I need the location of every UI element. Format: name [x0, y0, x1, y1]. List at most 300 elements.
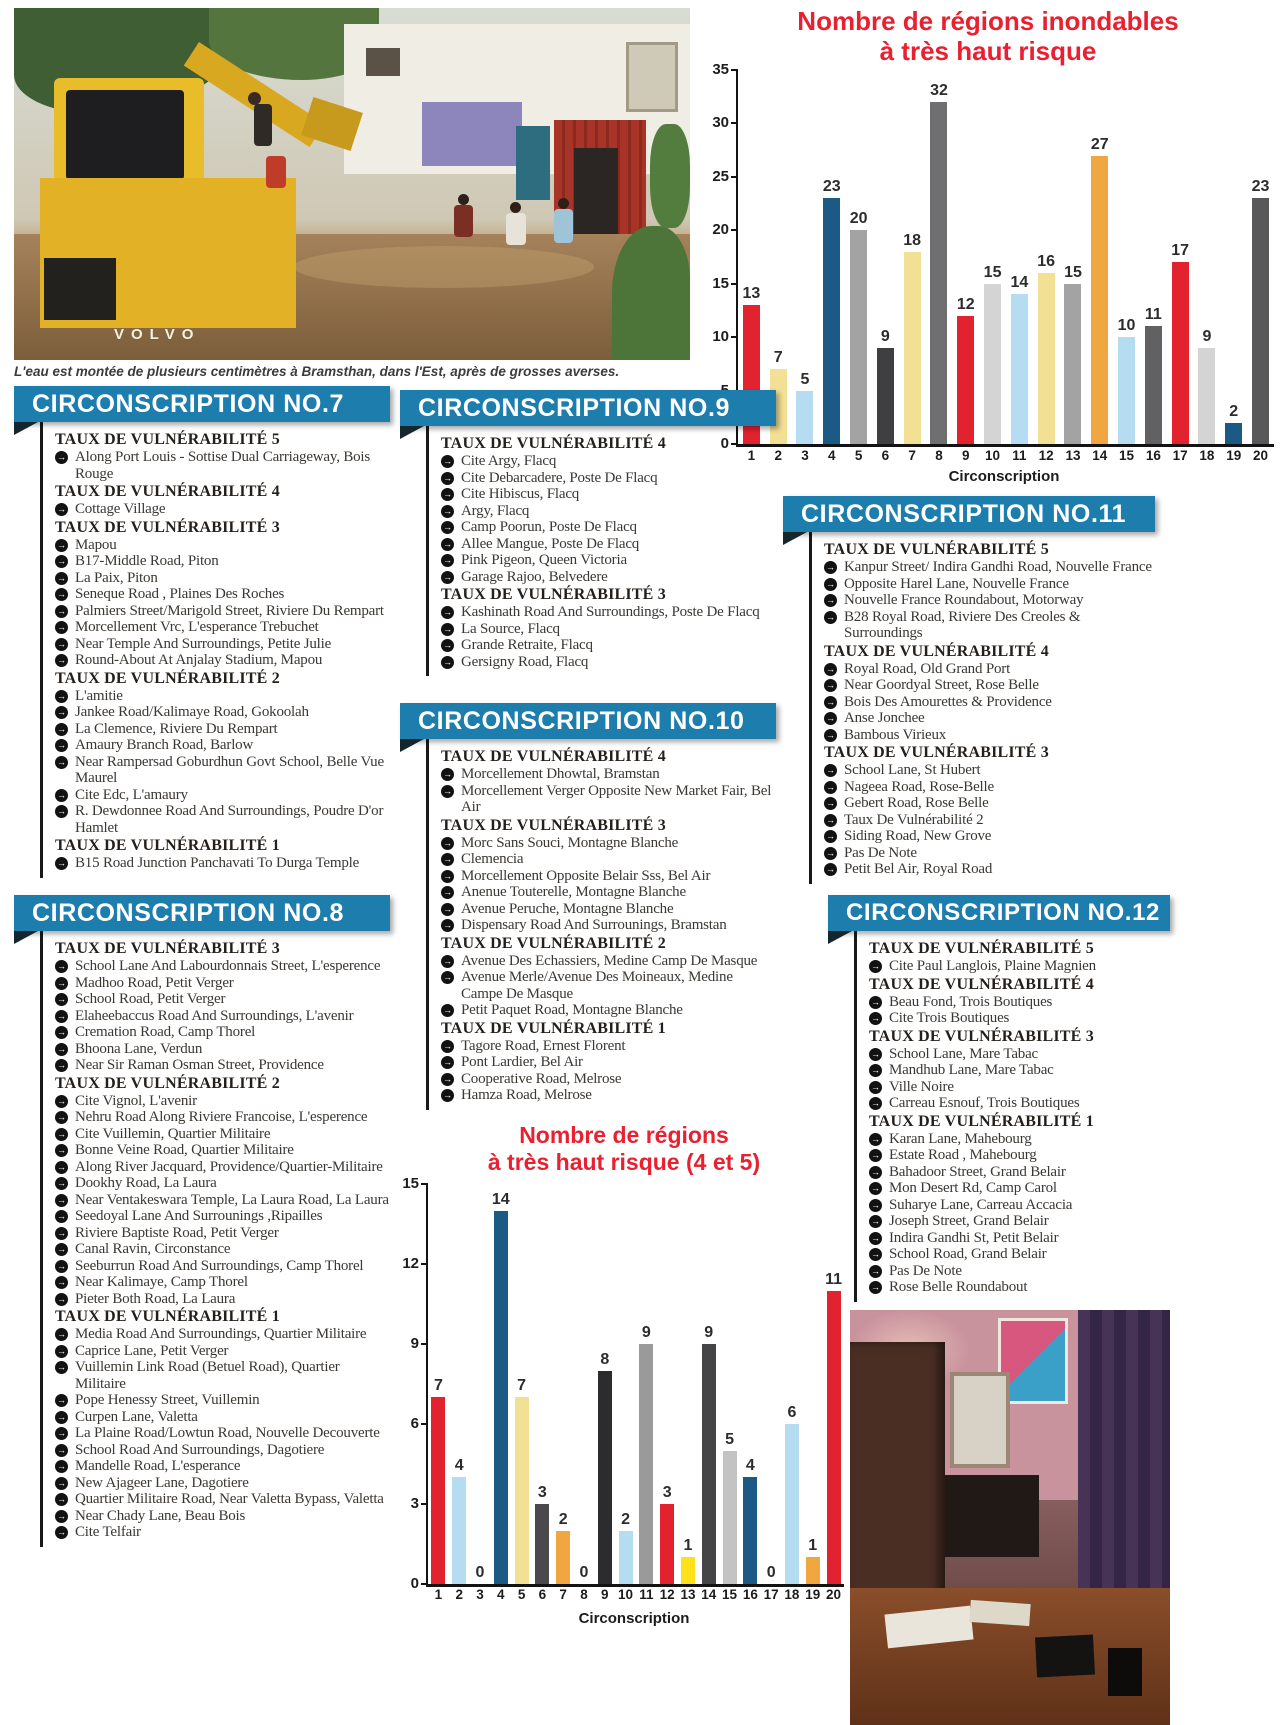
- region-name: Ville Noire: [889, 1078, 954, 1095]
- x-tick-label: 17: [763, 1587, 779, 1602]
- region-name: School Lane, Mare Tabac: [889, 1045, 1039, 1062]
- green-plant: [650, 124, 690, 228]
- region-list-item: [869, 1131, 1170, 1148]
- region-list-item: [55, 1508, 390, 1525]
- arrow-bullet-icon: →: [826, 729, 835, 740]
- region-name: Royal Road, Old Grand Port: [844, 660, 1011, 677]
- region-name: New Ajageer Lane, Dagotiere: [75, 1474, 249, 1491]
- region-list-item: [869, 1046, 1170, 1063]
- region-name: Argy, Flacq: [461, 502, 530, 519]
- bar-circonscription-11: [639, 1344, 653, 1584]
- y-tick-label: 15: [402, 1175, 419, 1192]
- x-tick-label: 10: [618, 1587, 634, 1602]
- x-tick-label: 7: [908, 448, 916, 463]
- region-list-item: [55, 1326, 390, 1343]
- bar-value-label: 23: [1251, 178, 1270, 196]
- region-list-item: [869, 994, 1170, 1011]
- region-list-item: [55, 737, 390, 754]
- region-name: Gebert Road, Rose Belle: [844, 795, 989, 811]
- bar-value-label: 10: [1117, 317, 1136, 335]
- bar-value-label: 8: [600, 1350, 610, 1368]
- region-list-item: [824, 694, 1155, 711]
- region-list-item: [869, 1230, 1170, 1247]
- region-list-item: [55, 553, 390, 570]
- region-list-item: [441, 851, 776, 868]
- arrow-bullet-icon: →: [57, 572, 66, 583]
- section-circonscription-no9: [400, 390, 776, 676]
- x-tick-label: 20: [826, 1587, 842, 1602]
- region-name: School Road, Petit Verger: [75, 991, 226, 1007]
- region-name: B28 Royal Road, Riviere Des Creoles & Surroundings: [844, 608, 1081, 641]
- x-tick-label: 18: [784, 1587, 800, 1602]
- bar-circonscription-13: [681, 1557, 695, 1584]
- x-tick-label: 11: [1012, 448, 1027, 463]
- section-circonscription-no12: [828, 895, 1170, 1302]
- bar-slot: [802, 1537, 823, 1584]
- section-header: [400, 703, 776, 739]
- arrow-bullet-icon: →: [57, 1244, 66, 1254]
- region-list-item: [869, 1147, 1170, 1164]
- region-list-item: [55, 1392, 390, 1409]
- water-highlight: [294, 246, 594, 288]
- arrow-bullet-icon: →: [57, 556, 66, 566]
- arrow-bullet-icon: →: [443, 656, 452, 667]
- region-name: Anse Jonchee: [844, 710, 925, 726]
- region-name: Camp Poorun, Poste De Flacq: [461, 519, 637, 535]
- arrow-bullet-icon: →: [57, 1277, 66, 1287]
- region-name: Cite Paul Langlois, Plaine Magnien: [889, 958, 1096, 974]
- bar-slot: [698, 1324, 719, 1584]
- arrow-bullet-icon: →: [57, 589, 66, 599]
- region-list-item: [869, 1180, 1170, 1197]
- bar-slot: [926, 82, 953, 444]
- region-name: Cite Hibiscus, Flacq: [461, 486, 580, 502]
- bar-value-label: 5: [725, 1430, 734, 1448]
- arrow-bullet-icon: →: [57, 1345, 66, 1356]
- x-tick-label: 9: [601, 1587, 609, 1602]
- region-list-item: [824, 727, 1155, 744]
- bar-value-label: 32: [930, 82, 948, 100]
- blue-door: [516, 126, 550, 200]
- region-list-item: [55, 1458, 390, 1475]
- region-list-item: [55, 787, 390, 804]
- arrow-bullet-icon: →: [826, 814, 835, 825]
- y-tick-mark: [421, 1183, 428, 1185]
- region-list-item: [869, 958, 1170, 975]
- person-head: [510, 202, 521, 213]
- bar-value-label: 9: [641, 1324, 651, 1341]
- region-name: Cremation Road, Camp Thorel: [75, 1024, 256, 1040]
- header-fold: [14, 931, 38, 944]
- region-name: Near Ventakeswara Temple, La Laura Road, La Laura: [75, 1191, 389, 1208]
- x-tick-label: 13: [1065, 448, 1081, 463]
- section-body: [40, 931, 390, 1547]
- arrow-bullet-icon: →: [826, 595, 835, 605]
- bar-value-label: 0: [475, 1564, 485, 1581]
- region-list-item: [441, 1002, 776, 1019]
- y-tick-label: 35: [712, 61, 729, 78]
- region-name: Petit Paquet Road, Montagne Blanche: [461, 1002, 683, 1018]
- arrow-bullet-icon: →: [57, 1178, 66, 1188]
- region-name: Palmiers Street/Marigold Street, Riviere Du Rempart: [75, 602, 384, 619]
- region-list-item: [824, 677, 1155, 694]
- region-name: Seedoyal Lane And Surrounings ,Ripailles: [75, 1208, 323, 1224]
- bar-circonscription-18: [785, 1424, 799, 1584]
- building-window: [366, 48, 400, 76]
- region-name: Pope Henessy Street, Vuillemin: [75, 1392, 260, 1408]
- wooden-wardrobe: [850, 1342, 945, 1622]
- section-body: [426, 739, 776, 1110]
- person-white-shirt: [506, 213, 526, 245]
- region-name: B17-Middle Road, Piton: [75, 553, 219, 569]
- arrow-bullet-icon: →: [57, 756, 66, 767]
- x-tick-label: 12: [1038, 448, 1054, 463]
- region-list-item: [55, 652, 390, 669]
- building-window: [626, 42, 678, 112]
- arrow-bullet-icon: →: [57, 1211, 66, 1221]
- x-tick-label: 16: [1145, 448, 1161, 463]
- bar-circonscription-18: [1198, 348, 1215, 444]
- bar-circonscription-7: [556, 1531, 570, 1584]
- region-list-item: [55, 704, 390, 721]
- bar-slot: [636, 1324, 657, 1584]
- y-tick-mark: [731, 229, 738, 231]
- bar-value-label: 23: [822, 178, 841, 196]
- bar-circonscription-10: [619, 1531, 633, 1584]
- arrow-bullet-icon: →: [443, 1057, 452, 1067]
- x-tick-label: 17: [1172, 448, 1188, 463]
- region-name: Clemencia: [461, 851, 524, 867]
- region-name: La Clemence, Riviere Du Rempart: [75, 720, 278, 737]
- region-list-item: [55, 537, 390, 554]
- region-list-item: [869, 1263, 1170, 1280]
- region-list-item: [869, 1213, 1170, 1230]
- arrow-bullet-icon: →: [826, 562, 835, 572]
- bar-slot: [818, 178, 845, 444]
- region-name: Allee Mangue, Poste De Flacq: [461, 535, 640, 552]
- y-tick-mark: [421, 1503, 428, 1505]
- region-name: Kanpur Street/ Indira Gandhi Road, Nouvelle France: [844, 559, 1152, 575]
- region-name: Curpen Lane, Valetta: [75, 1408, 198, 1425]
- arrow-bullet-icon: →: [57, 994, 66, 1004]
- region-list-item: [55, 586, 390, 603]
- arrow-bullet-icon: →: [871, 1166, 880, 1177]
- region-name: School Road And Surroundings, Dagotiere: [75, 1441, 325, 1458]
- flood-photo: [14, 8, 690, 360]
- bar-circonscription-6: [877, 348, 894, 444]
- arrow-bullet-icon: →: [57, 452, 66, 462]
- region-name: Madhoo Road, Petit Verger: [75, 974, 234, 991]
- arrow-bullet-icon: →: [57, 1510, 66, 1521]
- dark-appliance: [945, 1475, 1039, 1557]
- y-tick-label: 12: [402, 1255, 419, 1272]
- arrow-bullet-icon: →: [57, 605, 66, 616]
- region-name: Near Rampersad Goburdhun Govt School, Belle Vue Maurel: [75, 753, 384, 786]
- bar-circonscription-4: [494, 1211, 508, 1584]
- region-name: Pas De Note: [889, 1262, 962, 1279]
- bar-slot: [678, 1537, 699, 1584]
- arrow-bullet-icon: →: [443, 955, 452, 966]
- arrow-bullet-icon: →: [826, 578, 835, 589]
- y-tick-label: 0: [410, 1575, 419, 1592]
- region-list-item: [55, 1442, 390, 1459]
- section-header: [783, 496, 1155, 532]
- bar-slot: [1006, 274, 1033, 444]
- arrow-bullet-icon: →: [57, 1494, 66, 1504]
- arrow-bullet-icon: →: [443, 1090, 452, 1100]
- region-list-item: [55, 1491, 390, 1508]
- region-list-item: [824, 779, 1155, 796]
- bar-slot: [823, 1271, 844, 1584]
- bar-value-label: 5: [800, 370, 810, 388]
- region-name: Riviere Baptiste Road, Petit Verger: [75, 1224, 279, 1241]
- region-list-item: [441, 621, 776, 638]
- bar-value-label: 14: [491, 1190, 510, 1208]
- bar-value-label: 17: [1171, 242, 1190, 260]
- arrow-bullet-icon: →: [57, 1128, 66, 1139]
- arrow-bullet-icon: →: [871, 1249, 880, 1259]
- purple-building: [422, 102, 522, 166]
- bar-circonscription-1: [431, 1397, 445, 1584]
- arrow-bullet-icon: →: [57, 1260, 66, 1271]
- region-list-item: [55, 1192, 390, 1209]
- region-list-item: [441, 552, 776, 569]
- region-list-item: [441, 637, 776, 654]
- vulnerability-heading: TAUX DE VULNÉRABILITÉ 4: [441, 748, 666, 765]
- region-list-item: [55, 1109, 390, 1126]
- bar-value-label: 0: [766, 1564, 776, 1581]
- arrow-bullet-icon: →: [443, 623, 452, 634]
- arrow-bullet-icon: →: [57, 1095, 66, 1106]
- region-list-item: [824, 845, 1155, 862]
- region-list-item: [441, 569, 776, 586]
- y-tick-label: 6: [410, 1415, 419, 1432]
- bar-circonscription-9: [598, 1371, 612, 1584]
- arrow-bullet-icon: →: [871, 1150, 880, 1160]
- arrow-bullet-icon: →: [826, 864, 835, 874]
- bar-value-label: 9: [704, 1324, 714, 1341]
- vulnerability-heading: TAUX DE VULNÉRABILITÉ 3: [441, 816, 666, 834]
- bar-slot: [657, 1484, 678, 1584]
- region-name: Bhoona Lane, Verdun: [75, 1040, 203, 1057]
- vulnerability-heading: TAUX DE VULNÉRABILITÉ 4: [441, 435, 666, 452]
- bar-value-label: 18: [903, 231, 922, 249]
- bar-slot: [952, 296, 979, 444]
- vulnerability-heading: TAUX DE VULNÉRABILITÉ 2: [441, 934, 666, 952]
- region-name: Dispensary Road And Surrounings, Bramstan: [461, 917, 727, 933]
- region-name: Caprice Lane, Petit Verger: [75, 1342, 229, 1359]
- arrow-bullet-icon: →: [57, 740, 66, 750]
- bar-value-label: 14: [1010, 274, 1029, 292]
- vulnerability-heading: TAUX DE VULNÉRABILITÉ 5: [824, 541, 1049, 558]
- bar-value-label: 12: [956, 295, 975, 313]
- arrow-bullet-icon: →: [871, 1048, 880, 1059]
- vulnerability-heading: TAUX DE VULNÉRABILITÉ 2: [55, 669, 280, 687]
- region-list-item: [824, 609, 1155, 642]
- region-list-item: [55, 1041, 390, 1058]
- x-tick-label: 19: [805, 1587, 821, 1602]
- region-name: Cite Debarcadere, Poste De Flacq: [461, 469, 658, 486]
- bar-value-label: 16: [1037, 253, 1056, 271]
- bar-slot: [1247, 178, 1274, 444]
- arrow-bullet-icon: →: [443, 920, 452, 930]
- region-name: Joseph Street, Grand Belair: [889, 1213, 1049, 1229]
- region-name: Bahadoor Street, Grand Belair: [889, 1163, 1066, 1180]
- region-list-item: [55, 754, 390, 787]
- region-list-item: [441, 953, 776, 970]
- bar-circonscription-10: [984, 284, 1001, 444]
- region-list-item: [824, 795, 1155, 812]
- arrow-bullet-icon: →: [443, 571, 452, 582]
- region-list-item: [441, 884, 776, 901]
- section-body: [809, 532, 1155, 884]
- bar-slot: [740, 1457, 761, 1584]
- arrow-bullet-icon: →: [871, 1199, 880, 1210]
- region-list-item: [55, 1159, 390, 1176]
- y-tick-label: 0: [720, 435, 729, 452]
- y-tick-mark: [421, 1263, 428, 1265]
- y-tick-label: 10: [712, 328, 729, 346]
- bar-value-label: 20: [849, 210, 868, 228]
- region-name: Cite Vignol, L'avenir: [75, 1092, 197, 1109]
- region-name: Canal Ravin, Circonstance: [75, 1241, 231, 1257]
- bar-slot: [792, 371, 819, 444]
- region-list-item: [55, 603, 390, 620]
- region-list-item: [441, 503, 776, 520]
- vulnerability-heading: TAUX DE VULNÉRABILITÉ 4: [55, 483, 280, 500]
- section-title: CIRCONSCRIPTION NO.7: [32, 390, 345, 418]
- arrow-bullet-icon: →: [57, 622, 66, 632]
- region-list-item: [55, 1475, 390, 1492]
- bar-circonscription-14: [702, 1344, 716, 1584]
- region-name: Karan Lane, Mahebourg: [889, 1130, 1032, 1147]
- bar-value-label: 27: [1090, 135, 1109, 153]
- arrow-bullet-icon: →: [826, 781, 835, 792]
- region-name: Suharye Lane, Carreau Accacia: [889, 1196, 1073, 1213]
- region-name: Avenue Peruche, Montagne Blanche: [461, 900, 674, 917]
- arrow-bullet-icon: →: [443, 1040, 452, 1051]
- arrow-bullet-icon: →: [871, 1081, 880, 1092]
- bar-slot: [1086, 136, 1113, 445]
- arrow-bullet-icon: →: [826, 713, 835, 723]
- arrow-bullet-icon: →: [826, 611, 835, 622]
- mirror-frame: [950, 1372, 1010, 1468]
- bar-slot: [449, 1457, 470, 1584]
- bar-circonscription-9: [957, 316, 974, 444]
- arrow-bullet-icon: →: [57, 1043, 66, 1054]
- arrow-bullet-icon: →: [57, 1461, 66, 1471]
- arrow-bullet-icon: →: [871, 1065, 880, 1075]
- y-tick-label: 30: [712, 114, 729, 132]
- arrow-bullet-icon: →: [443, 538, 452, 549]
- bar-value-label: 7: [773, 349, 783, 367]
- region-name: L'amitie: [75, 687, 123, 704]
- arrow-bullet-icon: →: [443, 640, 452, 650]
- bar-slot: [979, 264, 1006, 444]
- arrow-bullet-icon: →: [57, 1060, 66, 1070]
- bar-slot: [872, 328, 899, 444]
- arrow-bullet-icon: →: [826, 847, 835, 858]
- arrow-bullet-icon: →: [871, 1013, 880, 1023]
- region-name: Taux De Vulnérabilité 2: [844, 811, 984, 828]
- region-list-item: [441, 1038, 776, 1055]
- bar-slot: [1140, 306, 1167, 444]
- x-tick-label: 8: [580, 1587, 588, 1602]
- bar-circonscription-19: [806, 1557, 820, 1584]
- x-tick-label: 11: [639, 1587, 654, 1602]
- arrow-bullet-icon: →: [57, 1227, 66, 1238]
- region-list-item: [441, 1054, 776, 1071]
- bar-value-label: 3: [537, 1484, 547, 1501]
- vulnerability-heading: TAUX DE VULNÉRABILITÉ 1: [55, 1308, 280, 1325]
- region-name: Kashinath Road And Surroundings, Poste De Flacq: [461, 604, 760, 620]
- arrow-bullet-icon: →: [57, 1411, 66, 1422]
- x-tick-label: 5: [854, 448, 863, 463]
- region-name: Morcellement Vrc, L'esperance Trebuchet: [75, 619, 319, 635]
- arrow-bullet-icon: →: [871, 1098, 880, 1108]
- region-list-item: [441, 917, 776, 934]
- arrow-bullet-icon: →: [57, 690, 66, 701]
- region-name: Near Temple And Surroundings, Petite Julie: [75, 635, 332, 652]
- arrow-bullet-icon: →: [57, 1112, 66, 1122]
- arrow-bullet-icon: →: [57, 858, 66, 868]
- region-name: Rose Belle Roundabout: [889, 1279, 1028, 1295]
- x-tick-label: 9: [962, 448, 970, 463]
- bar-circonscription-6: [535, 1504, 549, 1584]
- arrow-bullet-icon: →: [57, 789, 66, 800]
- region-list-item: [869, 1079, 1170, 1096]
- excavator-grill: [44, 258, 116, 320]
- header-fold: [14, 422, 38, 435]
- bar-circonscription-20: [827, 1291, 841, 1584]
- bar-slot: [511, 1377, 532, 1584]
- arrow-bullet-icon: →: [57, 1395, 66, 1405]
- region-list-item: [824, 762, 1155, 779]
- arrow-bullet-icon: →: [871, 996, 880, 1007]
- region-name: Petit Bel Air, Royal Road: [844, 861, 993, 877]
- section-title: CIRCONSCRIPTION NO.11: [801, 500, 1127, 528]
- region-name: Bambous Virieux: [844, 726, 947, 743]
- section-title: CIRCONSCRIPTION NO.9: [418, 394, 731, 422]
- region-name: Estate Road , Mahebourg: [889, 1147, 1037, 1163]
- region-name: Mapou: [75, 536, 117, 553]
- x-axis-label: Circonscription: [948, 468, 1060, 485]
- region-list-item: [869, 1246, 1170, 1263]
- bar-value-label: 4: [454, 1457, 464, 1475]
- region-name: Bonne Veine Road, Quartier Militaire: [75, 1142, 294, 1158]
- region-list-item: [869, 1095, 1170, 1112]
- region-name: Mon Desert Rd, Camp Carol: [889, 1180, 1057, 1196]
- bar-slot: [1113, 317, 1140, 444]
- x-tick-label: 20: [1253, 448, 1269, 463]
- region-list-item: [441, 783, 776, 816]
- photo-caption: L'eau est montée de plusieurs centimètres à Bramsthan, dans l'Est, après de grosses averses.: [14, 364, 620, 379]
- vulnerability-heading: TAUX DE VULNÉRABILITÉ 3: [824, 744, 1049, 761]
- region-list-item: [55, 636, 390, 653]
- region-list-item: [55, 1057, 390, 1074]
- region-list-item: [824, 576, 1155, 593]
- x-tick-label: 6: [881, 448, 890, 463]
- region-name: Avenue Des Echassiers, Medine Camp De Masque: [461, 952, 758, 969]
- arrow-bullet-icon: →: [57, 1145, 66, 1155]
- region-list-item: [869, 1062, 1170, 1079]
- region-name: Cite Argy, Flacq: [461, 453, 557, 469]
- excavator-window: [66, 90, 184, 180]
- chart-title-line1: Nombre de régions inondables: [797, 6, 1179, 36]
- x-tick-label: 2: [774, 448, 782, 463]
- bar-value-label: 15: [1064, 263, 1082, 281]
- arrow-bullet-icon: →: [443, 854, 452, 864]
